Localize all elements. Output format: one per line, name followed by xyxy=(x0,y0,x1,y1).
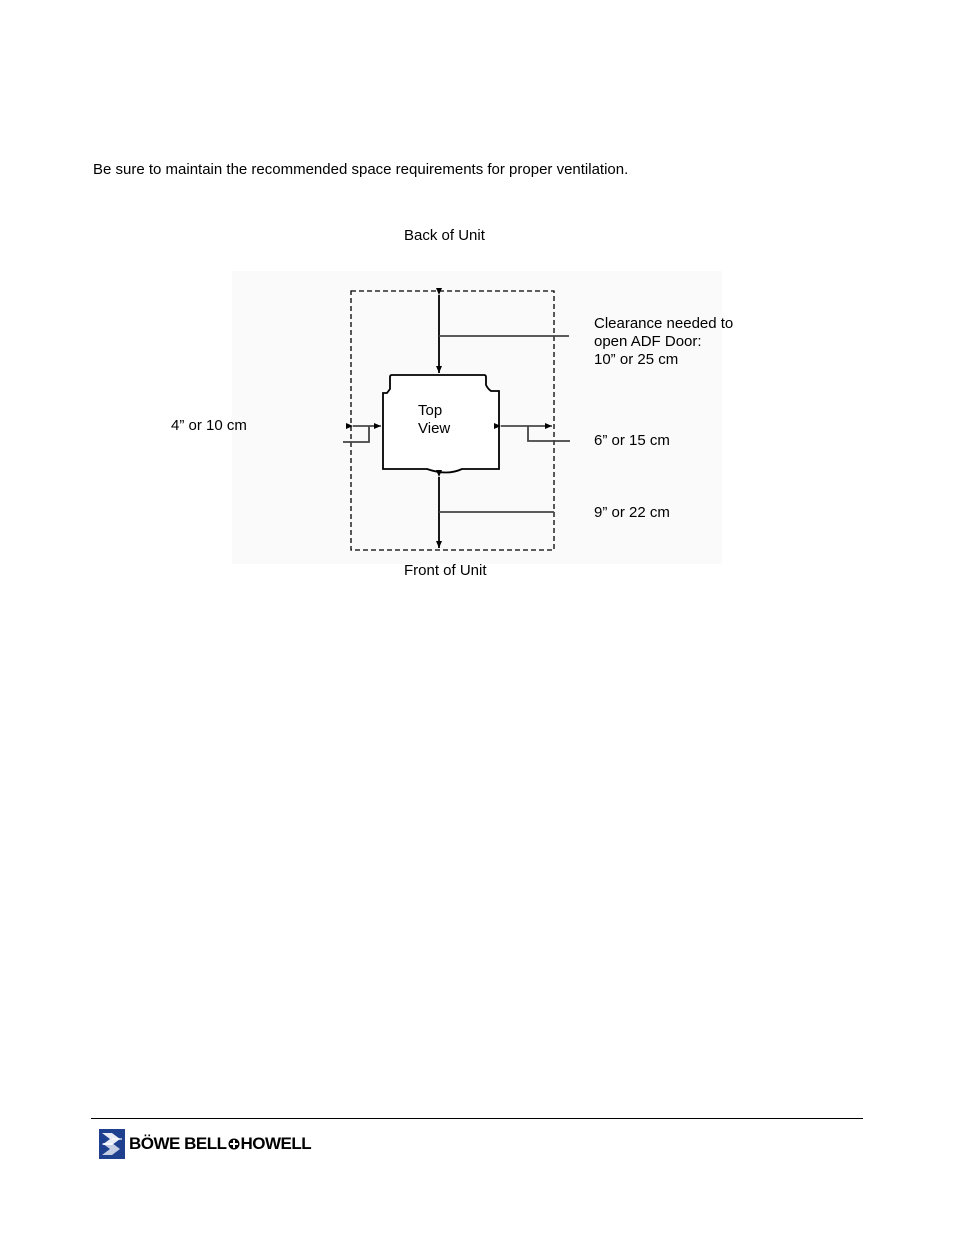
clearance-label-line1: Clearance needed to xyxy=(594,315,734,332)
logo-text xyxy=(129,1134,311,1154)
left-clearance-label: 4” or 10 cm xyxy=(171,417,247,434)
front-of-unit-label: Front of Unit xyxy=(404,562,487,579)
right-clearance-label: 6” or 15 cm xyxy=(594,432,670,449)
top-view-label-line2: View xyxy=(418,420,451,437)
top-view-label-line1: Top xyxy=(418,402,443,419)
logo-plus-icon xyxy=(228,1138,240,1150)
clearance-label-line2: open ADF Door: xyxy=(594,333,702,350)
footer-divider xyxy=(91,1118,863,1119)
logo-mark-icon xyxy=(99,1129,125,1159)
logo-text-part2: HOWELL xyxy=(240,1134,312,1153)
intro-text: Be sure to maintain the recommended space requirements for proper ventilation. xyxy=(93,161,629,178)
front-clearance-label: 9” or 22 cm xyxy=(594,504,670,521)
back-of-unit-label: Back of Unit xyxy=(404,227,485,244)
logo-text-part1: BÖWE BELL xyxy=(129,1134,227,1153)
company-logo xyxy=(99,1129,311,1159)
clearance-label-line3: 10” or 25 cm xyxy=(594,351,679,368)
